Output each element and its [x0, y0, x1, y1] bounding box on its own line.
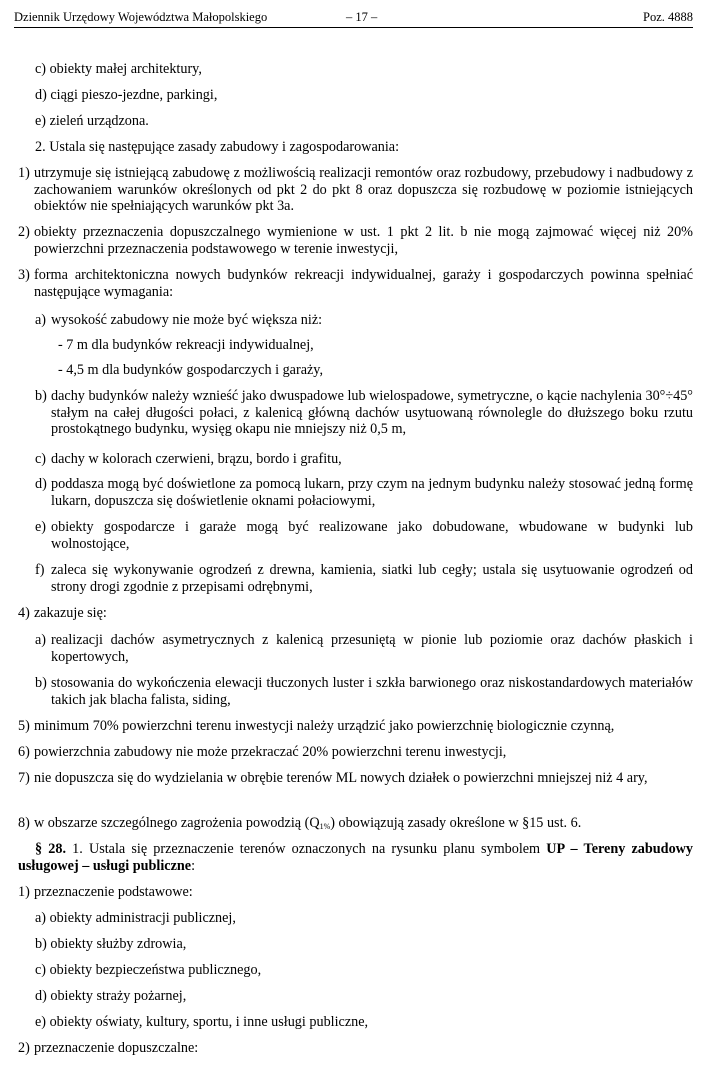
rule-7-label: 7): [18, 770, 30, 786]
section-28: [18, 841, 693, 874]
rule-2-text: obiekty przeznaczenia dopuszczalnego wymienione w ust. 1 pkt 2 lit. b nie mogą zajmować więcej niż 20% powierzchni przeznaczenia podstawowego w terenie inwestycji,: [34, 224, 693, 257]
rule-5-text: minimum 70% powierzchni terenu inwestycji należy urządzić jako powierzchnię biologicznie czynną,: [34, 718, 615, 734]
rule-3a-label: a): [35, 312, 47, 328]
rule-7: [18, 770, 693, 787]
rule-s2: [18, 1040, 693, 1057]
rule-2-label: 2): [18, 224, 30, 240]
rule-4-text: zakazuje się:: [34, 605, 107, 621]
rule-3a: [35, 312, 693, 329]
section-28-text: 1. Ustala się przeznaczenie terenów oznaczonych na rysunku planu symbolem: [66, 841, 547, 857]
rule-4b: [35, 675, 693, 708]
item-s1e: e) obiekty oświaty, kultury, sportu, i inne usługi publiczne,: [35, 1014, 369, 1030]
rule-5-label: 5): [18, 718, 30, 734]
section-28-end: :: [191, 857, 196, 874]
rule-3: [18, 267, 693, 300]
rule-3a-text: wysokość zabudowy nie może być większa niż:: [51, 312, 323, 328]
rule-3d: [35, 476, 693, 509]
rule-1: [18, 165, 693, 215]
rule-3e-label: e): [35, 519, 47, 535]
rule-3f-label: f): [35, 562, 45, 578]
rule-6: [18, 744, 693, 761]
rule-3d-text: poddasza mogą być doświetlone za pomocą lukarn, przy czym na jednym budynku należy stosować jedną formę lukarn, dopuszcza się doświetlenie oknami połaciowymi,: [51, 476, 693, 509]
rule-3e: [35, 519, 693, 552]
page-header: [14, 7, 693, 28]
rule-3a-height-recreation: - 7 m dla budynków rekreacji indywidualnej,: [58, 337, 314, 353]
rule-4b-text: stosowania do wykończenia elewacji tłuczonych luster i szkła barwionego oraz niskostandardowych materiałów takich jak blacha falista, siding,: [51, 675, 693, 708]
rule-2: [18, 224, 693, 257]
rule-4-label: 4): [18, 605, 30, 621]
journal-title: Dziennik Urzędowy Województwa Małopolskiego: [14, 10, 268, 24]
rule-8-text-end: ) obowiązują zasady określone w §15 ust. 6.: [330, 815, 582, 831]
item-s1d: d) obiekty straży pożarnej,: [35, 988, 187, 1004]
rule-3e-text: obiekty gospodarcze i garaże mogą być realizowane jako dobudowane, wbudowane w budynki lub wolnostojące,: [51, 519, 693, 552]
item-c-architecture: c) obiekty małej architektury,: [35, 61, 202, 77]
rule-4a-text: realizacji dachów asymetrycznych z kalenicą przesuniętą w pionie lub poziomie oraz dachów płaskich i kopertowych,: [51, 632, 693, 665]
rule-1-label: 1): [18, 165, 30, 181]
rule-3b-label: b): [35, 388, 47, 404]
rule-8-text: w obszarze szczególnego zagrożenia powodzią (Q: [34, 815, 320, 831]
rule-6-label: 6): [18, 744, 30, 760]
rule-1-text: utrzymuje się istniejącą zabudowę z możliwością realizacji remontów oraz rozbudowy, przebudowy i nadbudowy z zachowaniem warunków określonych od pkt 2 do pkt 8 oraz dopuszcza się rozbudowę w poziomie istniejących obiektów nie spełniających warunków pkt 3a.: [34, 165, 693, 214]
rule-s1-text: przeznaczenie podstawowe:: [34, 884, 193, 900]
rule-4: [18, 605, 693, 622]
rule-3f-text: zaleca się wykonywanie ogrodzeń z drewna, kamienia, siatki lub cegły; ustala się usytuowanie ogrodzeń od strony drogi zgodnie z przepisami odrębnymi,: [51, 562, 693, 595]
rule-3-label: 3): [18, 267, 30, 283]
page-number: – 17 –: [346, 10, 378, 24]
rule-s1-label: 1): [18, 884, 30, 900]
rule-s2-text: przeznaczenie dopuszczalne:: [34, 1040, 199, 1056]
section-28-bold-title: UP – Tereny zabudowy usługowej – usługi publiczne: [18, 841, 693, 874]
item-s1b: b) obiekty służby zdrowia,: [35, 936, 187, 952]
rule-7-text: nie dopuszcza się do wydzielania w obrębie terenów ML nowych działek o powierzchni mniejszej niż 4 ary,: [34, 770, 648, 786]
rule-3f: [35, 562, 693, 595]
rule-3-text: forma architektoniczna nowych budynków rekreacji indywidualnej, garaży i gospodarczych powinna spełniać następujące wymagania:: [34, 267, 693, 300]
rule-s1: [18, 884, 693, 901]
rule-8-subscript: 1%: [319, 822, 331, 831]
rule-3b: [35, 388, 693, 438]
rule-4b-label: b): [35, 675, 47, 691]
rule-3d-label: d): [35, 476, 47, 492]
rule-3b-text: dachy budynków należy wznieść jako dwuspadowe lub wielospadowe, symetryczne, o kącie nachylenia 30°÷45° stałym na całej długości połaci, z kalenicą główną dachów usytuowaną równolegle do dłuższego boku rzutu prostokątnego budynku, wysięg okapu nie mniejszy niż 0,5 m,: [51, 388, 693, 437]
rule-5: [18, 718, 693, 735]
rule-3c: [35, 451, 693, 468]
section-28-number: § 28.: [35, 841, 66, 857]
item-e-greenery: e) zieleń urządzona.: [35, 113, 149, 129]
rule-4a-label: a): [35, 632, 47, 648]
rule-6-text: powierzchnia zabudowy nie może przekraczać 20% powierzchni terenu inwestycji,: [34, 744, 507, 760]
rule-s2-label: 2): [18, 1040, 30, 1056]
rule-3c-label: c): [35, 451, 47, 467]
item-d-roads: d) ciągi pieszo-jezdne, parkingi,: [35, 87, 218, 103]
rule-3c-text: dachy w kolorach czerwieni, brązu, bordo i grafitu,: [51, 451, 342, 467]
item-s1c: c) obiekty bezpieczeństwa publicznego,: [35, 962, 262, 978]
rule-8: [18, 815, 693, 832]
position-number: Poz. 4888: [643, 10, 693, 24]
item-s1a: a) obiekty administracji publicznej,: [35, 910, 236, 926]
rule-8-label: 8): [18, 815, 30, 831]
rule-4a: [35, 632, 693, 665]
rule-3a-height-garage: - 4,5 m dla budynków gospodarczych i garaży,: [58, 362, 324, 378]
paragraph-2: 2. Ustala się następujące zasady zabudowy i zagospodarowania:: [35, 139, 400, 155]
